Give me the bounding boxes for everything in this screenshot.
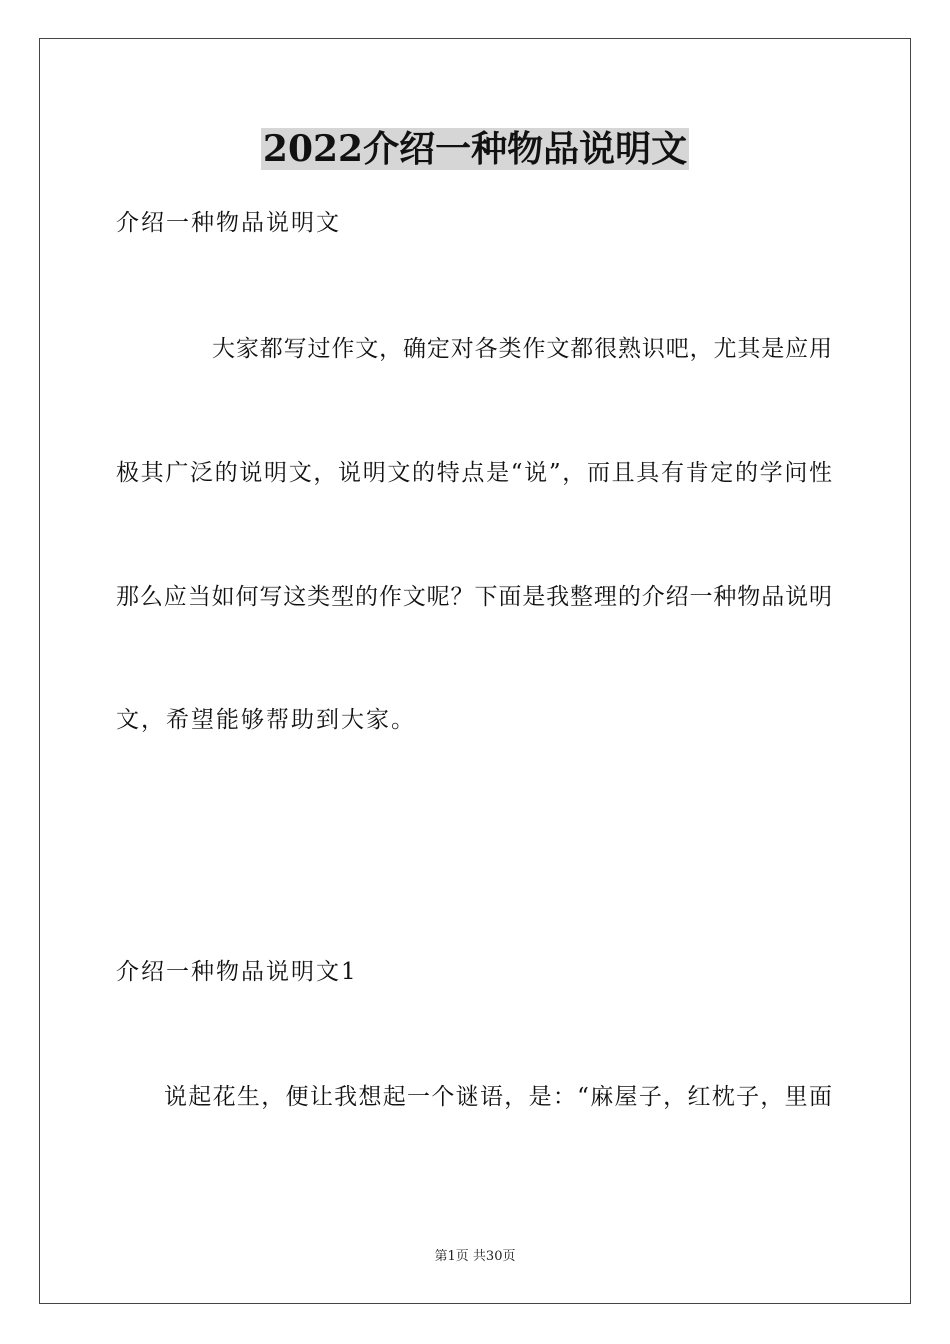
intro-paragraph-line: 大家都写过作文，确定对各类作文都很熟识吧，尤其是应用 (212, 336, 832, 362)
document-title-text: 2022介绍一种物品说明文 (262, 128, 688, 170)
document-title (0, 124, 950, 174)
intro-paragraph-line: 文，希望能够帮助到大家。 (116, 707, 416, 733)
page-number: 第1页 共30页 (434, 1249, 516, 1264)
intro-paragraph-line: 极其广泛的说明文，说明文的特点是“说”，而且具有肯定的学问性 (116, 460, 832, 486)
section-paragraph-line: 说起花生，便让我想起一个谜语，是：“麻屋子，红枕子，里面 (164, 1084, 832, 1110)
intro-paragraph-line: 那么应当如何写这类型的作文呢？下面是我整理的介绍一种物品说明 (116, 584, 832, 610)
section-heading: 介绍一种物品说明文1 (116, 959, 358, 985)
document-subtitle: 介绍一种物品说明文 (116, 210, 341, 236)
